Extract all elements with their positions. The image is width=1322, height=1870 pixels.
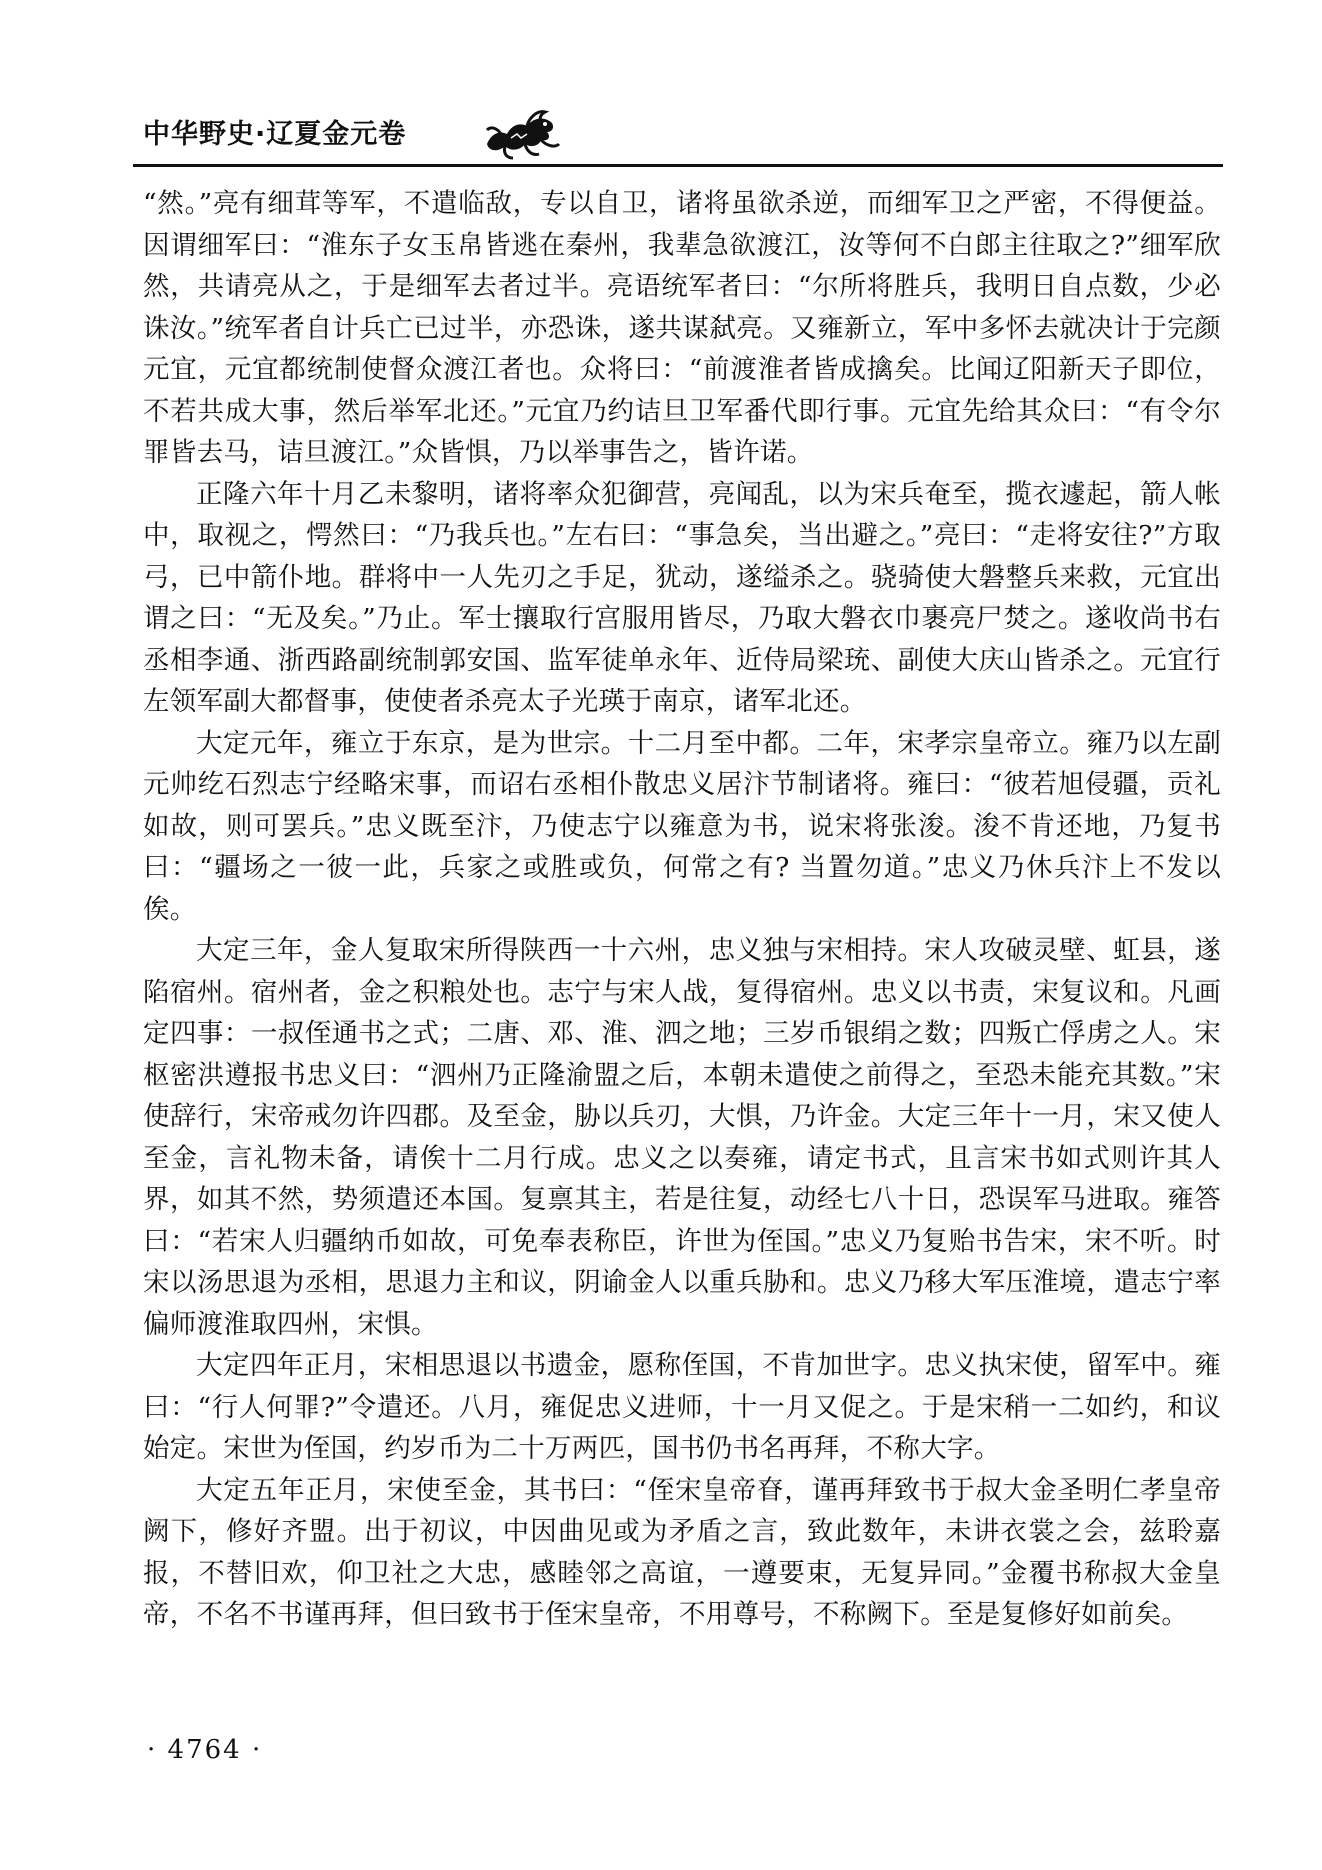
header-divider: [133, 164, 1223, 167]
running-header: [133, 104, 1213, 178]
dragon-emblem-icon: [481, 104, 563, 160]
paragraph: 大定五年正月，宋使至金，其书曰：“侄宋皇帝眘，谨再拜致书于叔大金圣明仁孝皇帝阙下，修好齐盟。出于初议，中因曲见或为矛盾之言，致此数年，未讲衣裳之会，兹聆嘉报，不替旧欢，仰卫社之大忠，感睦邻之高谊，一遵要束，无复异同。”金覆书称叔大金皇帝，不名不书谨再拜，但曰致书于侄宋皇帝，不用尊号，不称阙下。至是复修好如前矣。: [143, 1474, 1221, 1630]
paragraph: “然。”亮有细茸等军，不遣临敌，专以自卫，诸将虽欲杀逆，而细军卫之严密，不得便益。因谓细军曰：“淮东子女玉帛皆逃在秦州，我辈急欲渡江，汝等何不白郎主往取之?”细军欣然，共请亮从之，于是细军去者过半。亮语统军者曰：“尔所将胜兵，我明日自点数，少必诛汝。”统军者自计兵亡已过半，亦恐诛，遂共谋弑亮。又雍新立，军中多怀去就决计于完颜元宜，元宜都统制使督众渡江者也。众将曰：“前渡淮者皆成擒矣。比闻辽阳新天子即位，不若共成大事，然后举军北还。”元宜乃约诘旦卫军番代即行事。元宜先给其众曰：“有令尔罪皆去马，诘旦渡江。”众皆惧，乃以举事告之，皆许诺。: [143, 188, 1221, 468]
article-body: [143, 183, 1221, 1636]
paragraph: 正隆六年十月乙未黎明，诸将率众犯御营，亮闻乱，以为宋兵奄至，揽衣遽起，箭人帐中，取视之，愕然曰：“乃我兵也。”左右曰：“事急矣，当出避之。”亮曰：“走将安往?”方取弓，已中箭仆地。群将中一人先刃之手足，犹动，遂缢杀之。骁骑使大磐整兵来救，元宜出谓之曰：“无及矣。”乃止。军士攘取行宫服用皆尽，乃取大磐衣巾裹亮尸焚之。遂收尚书右丞相李通、浙西路副统制郭安国、监军徒单永年、近侍局梁珫、副使大庆山皆杀之。元宜行左领军副大都督事，使使者杀亮太子光瑛于南京，诸军北还。: [143, 478, 1221, 717]
paragraph: 大定三年，金人复取宋所得陕西一十六州，忠义独与宋相持。宋人攻破灵壁、虹县，遂陷宿州。宿州者，金之积粮处也。志宁与宋人战，复得宿州。忠义以书责，宋复议和。凡画定四事：一叔侄通书之式；二唐、邓、淮、泗之地；三岁币银绢之数；四叛亡俘虏之人。宋枢密洪遵报书忠义曰：“泗州乃正隆渝盟之后，本朝未遣使之前得之，至恐未能充其数。”宋使辞行，宋帝戒勿许四郡。及至金，胁以兵刃，大惧，乃许金。大定三年十一月，宋又使人至金，言礼物未备，请俟十二月行成。忠义之以奏雍，请定书式，且言宋书如式则许其人界，如其不然，势须遣还本国。复禀其主，若是往复，动经七八十日，恐误军马进取。雍答曰：“若宋人归疆纳币如故，可免奉表称臣，许世为侄国。”忠义乃复贻书告宋，宋不听。时宋以汤思退为丞相，思退力主和议，阴谕金人以重兵胁和。忠义乃移大军压淮境，遣志宁率偏师渡淮取四州，宋惧。: [143, 935, 1221, 1340]
page-number: · 4764 ·: [147, 1735, 263, 1765]
paragraph: 大定元年，雍立于东京，是为世宗。十二月至中都。二年，宋孝宗皇帝立。雍乃以左副元帅纥石烈志宁经略宋事，而诏右丞相仆散忠义居汴节制诸将。雍曰：“彼若旭侵疆，贡礼如故，则可罢兵。”忠义既至汴，乃使志宁以雍意为书，说宋将张浚。浚不肯还地，乃复书曰：“疆场之一彼一此，兵家之或胜或负，何常之有? 当置勿道。”忠义乃休兵汴上不发以俟。: [143, 727, 1221, 925]
paragraph: 大定四年正月，宋相思退以书遗金，愿称侄国，不肯加世字。忠义执宋使，留军中。雍曰：“行人何罪?”令遣还。八月，雍促忠义进师，十一月又促之。于是宋稍一二如约，和议始定。宋世为侄国，约岁币为二十万两匹，国书仍书名再拜，不称大字。: [143, 1350, 1221, 1464]
header-title: 中华野史·辽夏金元卷: [143, 119, 407, 150]
